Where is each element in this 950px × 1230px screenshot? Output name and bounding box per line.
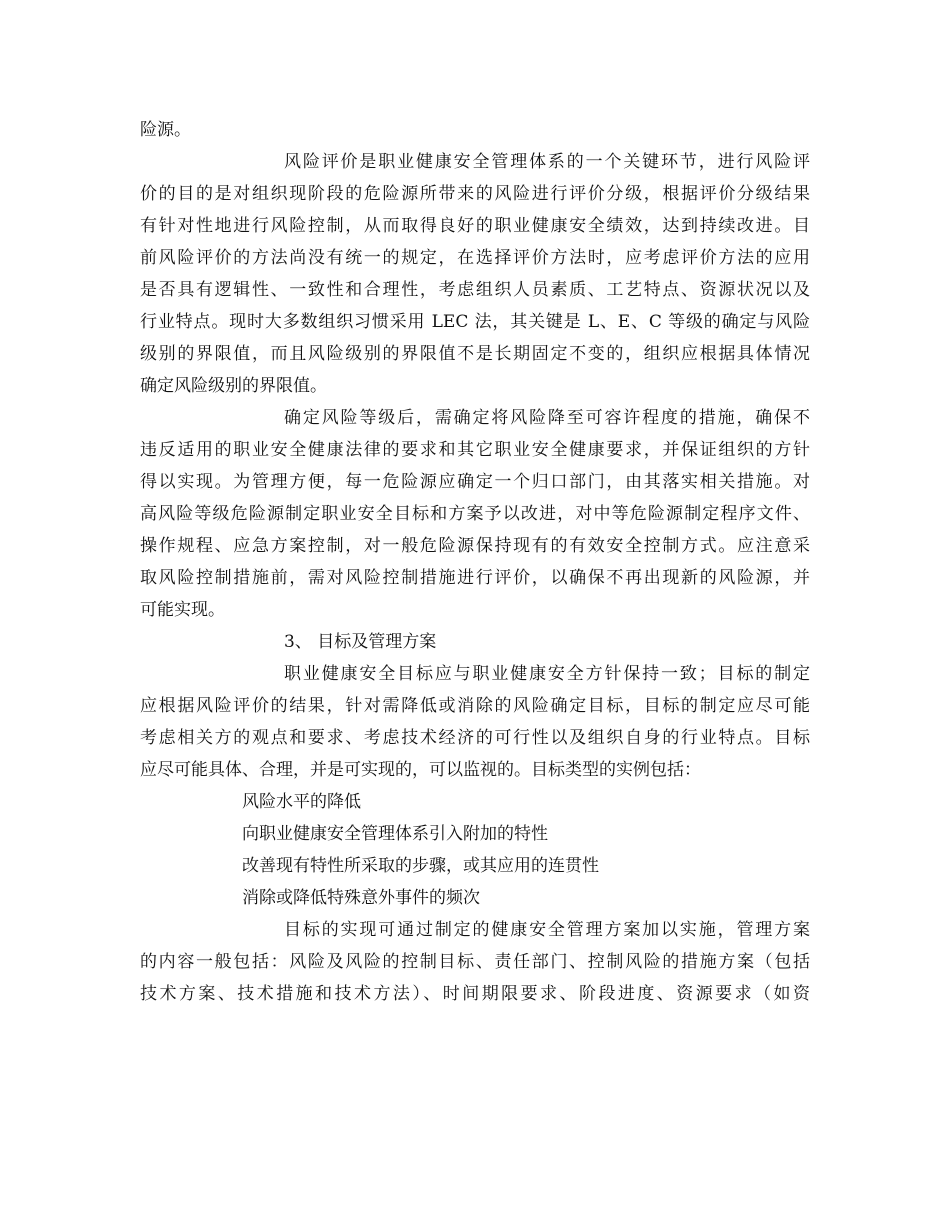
- text-line: 可能实现。: [140, 600, 225, 620]
- paragraph-first-line: 风险评价是职业健康安全管理体系的一个关键环节，进行风险评: [284, 152, 810, 172]
- list-item: 风险水平的降低: [242, 792, 361, 812]
- list-item: 改善现有特性所采取的步骤，或其应用的连贯性: [242, 856, 599, 876]
- text-line: 是否具有逻辑性、一致性和合理性，考虑组织人员素质、工艺特点、资源状况以及: [140, 280, 810, 300]
- text-line: 操作规程、应急方案控制，对一般危险源保持现有的有效安全控制方式。应注意采: [140, 536, 810, 556]
- text-line: 违反适用的职业安全健康法律的要求和其它职业安全健康要求，并保证组织的方针: [140, 440, 810, 460]
- text-line: 价的目的是对组织现阶段的危险源所带来的风险进行评价分级，根据评价分级结果: [140, 184, 810, 204]
- text-line: 行业特点。现时大多数组织习惯采用 LEC 法，其关键是 L、E、C 等级的确定与风险: [140, 312, 810, 332]
- text-line: 得以实现。为管理方便，每一危险源应确定一个归口部门，由其落实相关措施。对: [140, 472, 810, 492]
- text-line: 确定风险级别的界限值。: [140, 376, 327, 396]
- text-line: 级别的界限值，而且风险级别的界限值不是长期固定不变的，组织应根据具体情况: [140, 344, 810, 364]
- text-line: 的内容一般包括：风险及风险的控制目标、责任部门、控制风险的措施方案（包括: [140, 952, 810, 972]
- text-line: 考虑相关方的观点和要求、考虑技术经济的可行性以及组织自身的行业特点。目标: [140, 728, 810, 748]
- text-line: 前风险评价的方法尚没有统一的规定，在选择评价方法时，应考虑评价方法的应用: [140, 248, 810, 268]
- text-line: 高风险等级危险源制定职业安全目标和方案予以改进，对中等危险源制定程序文件、: [140, 504, 810, 524]
- list-item: 向职业健康安全管理体系引入附加的特性: [242, 824, 548, 844]
- list-item: 消除或降低特殊意外事件的频次: [242, 888, 480, 908]
- text-line: 有针对性地进行风险控制，从而取得良好的职业健康安全绩效，达到持续改进。目: [140, 216, 810, 236]
- text-line: 应根据风险评价的结果，针对需降低或消除的风险确定目标，目标的制定应尽可能: [140, 696, 810, 716]
- text-line: 技术方案、技术措施和技术方法）、时间期限要求、阶段进度、资源要求（如资: [140, 984, 810, 1004]
- paragraph-first-line: 目标的实现可通过制定的健康安全管理方案加以实施，管理方案: [284, 920, 810, 940]
- text-line: 险源。: [140, 120, 191, 140]
- document-body: [140, 114, 810, 1010]
- text-line: 取风险控制措施前，需对风险控制措施进行评价，以确保不再出现新的风险源，并: [140, 568, 810, 588]
- paragraph-first-line: 职业健康安全目标应与职业健康安全方针保持一致；目标的制定: [284, 664, 810, 684]
- section-heading: 3、 目标及管理方案: [284, 632, 437, 652]
- paragraph-first-line: 确定风险等级后，需确定将风险降至可容许程度的措施，确保不: [284, 408, 810, 428]
- text-line: 应尽可能具体、合理，并是可实现的，可以监视的。目标类型的实例包括：: [140, 760, 701, 780]
